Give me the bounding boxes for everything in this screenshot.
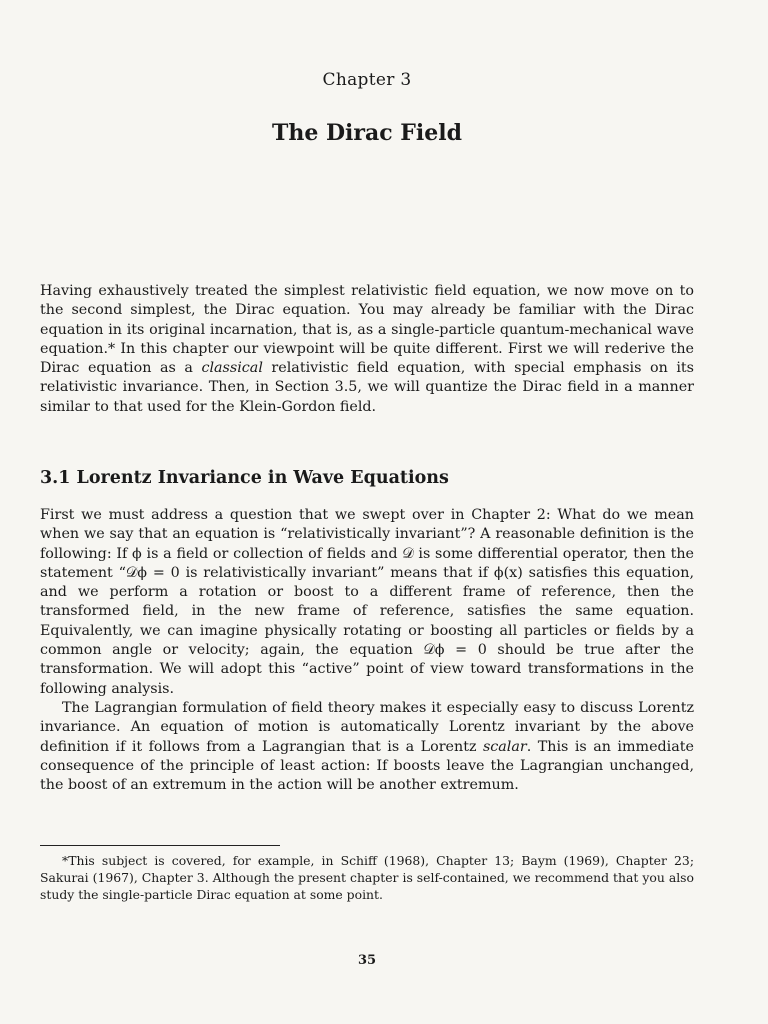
- chapter-title: The Dirac Field: [271, 120, 463, 146]
- intro-emphasis: classical: [201, 360, 263, 377]
- paragraph-2-part2: . This is an immediate consequence of the principle of least action: If boosts leave the Lagrangian unchanged, the boost of an extremum in the action will be another extremum.: [40, 738, 694, 794]
- section-paragraph-1: First we must address a question that we swept over in Chapter 2: What do we mean when we say that an equation is “relativistically invariant”? A reasonable definition is the following: If ϕ is a field or collection of fields and 𝒟 is some differential operator, then the statement “𝒟ϕ = 0 is relativistically invariant” means that if ϕ(x) satisfies this equation, and we perform a rotation or boost to a different frame of reference, then the transformed field, in the new frame of reference, satisfies the same equation. Equivalently, we can imagine physically rotating or boosting all particles or fields by a common angle or velocity; again, the equation 𝒟ϕ = 0 should be true after the transformation. We will adopt this “active” point of view toward transformations in the following analysis.: [40, 507, 694, 697]
- intro-paragraph: [40, 282, 694, 417]
- paragraph-2-part1: The Lagrangian formulation of field theory makes it especially easy to discuss Lorentz invariance. An equation of motion is automatically Lorentz invariant by the above definition if it follows from a Lagrangian that is a Lorentz: [40, 699, 694, 755]
- book-page: [40, 0, 694, 1024]
- footnote: *This subject is covered, for example, in Schiff (1968), Chapter 13; Baym (1969), Chapter 23; Sakurai (1967), Chapter 3. Although the present chapter is self-contained, we recommend that you also study the single-particle Dirac equation at some point.: [40, 853, 694, 902]
- intro-text-part2: relativistic field equation, with special emphasis on its relativistic invariance. Then, in Section 3.5, we will quantize the Dirac field in a manner similar to that used for the Klein-Gordon field.: [40, 360, 694, 415]
- intro-text-part1: Having exhaustively treated the simplest relativistic field equation, we now move on to the second simplest, the Dirac equation. You may already be familiar with the Dirac equation in its original incarnation, that is, as a single-particle quantum-mechanical wave equation.* In this chapter our viewpoint will be quite different. First we will rederive the Dirac equation as a: [40, 283, 694, 377]
- section-heading: 3.1 Lorentz Invariance in Wave Equations: [40, 468, 449, 488]
- section-paragraph-2: [40, 699, 694, 795]
- paragraph-2-emphasis: scalar: [482, 738, 527, 755]
- footnote-divider: [40, 845, 280, 846]
- section-body: [40, 506, 694, 795]
- page-number: 35: [357, 953, 377, 968]
- chapter-label: Chapter 3: [322, 70, 412, 90]
